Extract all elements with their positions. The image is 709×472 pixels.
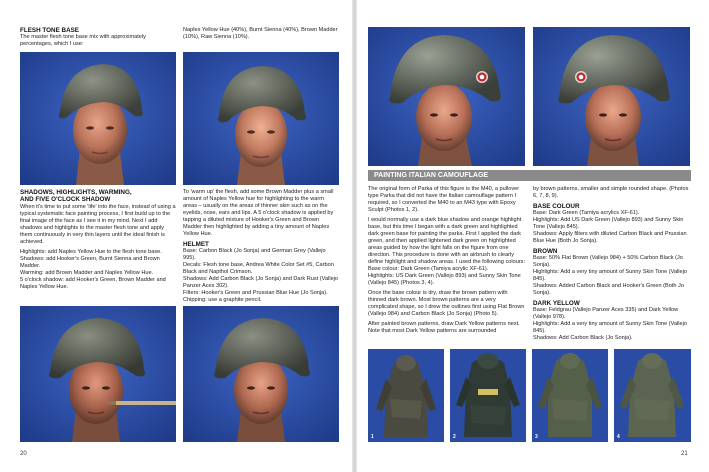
brown-shadows: Shadows: Added Carbon Black and Hooker's Green (Both Jo Sonja). bbox=[533, 283, 684, 296]
brown-base: Base: 50% Flat Brown (Vallejo 984) + 50% Carbon Black (Jo Sonja). bbox=[533, 255, 683, 268]
helmet-photo-left-image bbox=[368, 27, 525, 166]
shadows-line: Shadows: add Hooker's Green, Burnt Sienna and Brown Madder. bbox=[20, 256, 160, 269]
section-title-bar bbox=[368, 170, 691, 181]
right-page-number: 21 bbox=[681, 451, 688, 457]
flesh-tone-section bbox=[20, 27, 175, 51]
base-colour-highlights: Highlights: Add US Dark Green (Vallejo 893) and Sunny Skin Tone (Vallejo 845). bbox=[533, 217, 684, 230]
figure-photo-1 bbox=[368, 349, 444, 442]
camo-para-2: I would normally use a dark blue shadow and orange highlight base, but this time I began with a dark green and highlighted dark green base for painting the parka. First I applied the dark green, and then applied lightened dark green on highlighted areas guided by how the light falls on the figure from one direction. This procedure is done with an airbrush to clearly define highlight and shadow areas. I used the following colours: bbox=[368, 217, 526, 265]
head-photo-4 bbox=[183, 306, 339, 442]
dark-yellow-shadows: Shadows: Add Carbon Black (Jo Sonja). bbox=[533, 335, 633, 341]
five-oclock-line: 5 o'clock shadow: add Hooker's Green, Brown Madder and Naples Yellow Hue. bbox=[20, 277, 166, 290]
base-colour-shadows: Shadows: Apply filters with diluted Carbon Black and Prussian Blue Hue (Both Jo Sonja). bbox=[533, 231, 687, 244]
figure-photo-4-image bbox=[614, 349, 691, 442]
left-page-number: 20 bbox=[20, 451, 27, 457]
camo-column-2 bbox=[533, 186, 691, 342]
spine-gutter bbox=[352, 0, 357, 472]
figure-photo-2 bbox=[450, 349, 526, 442]
photo-number-4: 4 bbox=[617, 434, 620, 440]
head-photo-3-image bbox=[20, 306, 176, 442]
camo-col2-intro: by brown patterns, smaller and simple rounded shape. (Photos 6, 7, 8, 9). bbox=[533, 186, 689, 199]
base-colour-heading: BASE COLOUR bbox=[533, 203, 580, 210]
section-title: PAINTING ITALIAN CAMOUFLAGE bbox=[374, 172, 489, 179]
figure-photo-4 bbox=[614, 349, 691, 442]
base-colour-base: Base: Dark Green (Tamiya acrylics XF-61). bbox=[533, 210, 640, 216]
head-photo-3 bbox=[20, 306, 176, 442]
head-photo-4-image bbox=[183, 306, 339, 442]
flesh-mix-text bbox=[183, 27, 339, 44]
figure-photo-2-image bbox=[450, 349, 526, 442]
helmet-photo-left bbox=[368, 27, 525, 166]
shadows-section bbox=[20, 189, 176, 291]
photo-number-1: 1 bbox=[371, 434, 374, 440]
flesh-heading: FLESH TONE BASE bbox=[20, 27, 80, 34]
helmet-chipping: Chipping: use a graphite pencil. bbox=[183, 297, 262, 303]
dark-yellow-base: Base: Feldgrau (Vallejo Panzer Aces 335) and Dark Yellow (Vallejo 978). bbox=[533, 307, 679, 320]
helmet-decals: Decals: Flesh tone base, Andrea White Color Set #5, Carbon Black and Napthol Crimson. bbox=[183, 262, 334, 275]
helmet-heading: HELMET bbox=[183, 241, 209, 248]
head-photo-2-image bbox=[183, 52, 339, 185]
head-photo-2 bbox=[183, 52, 339, 185]
shadows-heading-line2: AND FIVE O'CLOCK SHADOW bbox=[20, 196, 111, 203]
helmet-shadows: Shadows: Add Carbon Black (Jo Sonja) and Dark Rust (Vallejo Panzer Aces 302). bbox=[183, 276, 339, 289]
helmet-filters: Filters: Hooker's Green and Prussian Blue Hue (Jo Sonja). bbox=[183, 290, 328, 296]
camo-para-3: Once the base colour is dry, draw the brown pattern with thinned dark brown. Most brown patterns are a very complicated shape, so I drew the outlines first using Flat Brown (Vallejo 984) and Carbon Black (Jo Sonja) (Photo 5). bbox=[368, 290, 525, 317]
figure-photo-3 bbox=[532, 349, 608, 442]
photo-number-3: 3 bbox=[535, 434, 538, 440]
brown-heading: BROWN bbox=[533, 248, 558, 255]
figure-photo-1-image bbox=[368, 349, 444, 442]
camo-base-colour: Base colour: Dark Green (Tamiya acrylic XF-61). bbox=[368, 266, 489, 272]
camo-para-4: After painted brown patterns, draw Dark Yellow patterns next. Note that most Dark Yellow patterns are surrounded bbox=[368, 321, 520, 334]
warming-line: Warming: add Brown Madder and Naples Yellow Hue. bbox=[20, 270, 154, 276]
warm-text: To 'warm up' the flesh, add some Brown Madder plus a small amount of Naples Yellow hue for highlighting to the warm areas – usually on the areas of thinner skin such as on the eyelids, nose, ears and lips. A 5 o'clock shadow is applied by tapping a diluted mixture of Hooker's Green and Brown Madder then highlighted by adding a tiny amount of Naples Yellow Hue. bbox=[183, 189, 334, 237]
head-photo-1 bbox=[20, 52, 176, 185]
helmet-photo-right bbox=[533, 27, 690, 166]
shadows-heading-line1: SHADOWS, HIGHLIGHTS, WARMING, bbox=[20, 189, 132, 196]
camo-highlights: Highlights: US Dark Green (Vallejo 893) and Sunny Skin Tone (Vallejo 845) (Photos 3, 4). bbox=[368, 273, 521, 286]
shadows-text: When it's time to put some 'life' into the face, instead of using a typical systematic face painting process, I first build up to the final image of the face as I see it in my mind. Next I add shadows and highlights to the master flesh tone and apply them continuously in very thin layers until the ideal finish is achieved. bbox=[20, 204, 176, 245]
flesh-mix: Naples Yellow Hue (40%), Burnt Sienna (40%), Brown Madder (10%), Raw Sienna (10%). bbox=[183, 27, 338, 40]
helmet-base: Base: Carbon Black (Jo Sonja) and German Grey (Vallejo 995). bbox=[183, 248, 326, 261]
camo-column-1 bbox=[368, 186, 527, 338]
figure-photo-3-image bbox=[532, 349, 608, 442]
dark-yellow-highlights: Highlights: Add a very tiny amount of Sunny Skin Tone (Vallejo 845). bbox=[533, 321, 688, 334]
highlights-line: Highlights: add Naples Yellow Hue to the flesh tone base. bbox=[20, 249, 162, 255]
dark-yellow-heading: DARK YELLOW bbox=[533, 300, 580, 307]
brown-highlights: Highlights: Add a very tiny amount of Sunny Skin Tone (Vallejo 845). bbox=[533, 269, 688, 282]
helmet-photo-right-image bbox=[533, 27, 690, 166]
flesh-text: The master flesh tone base mix with approximately percentages, which I use: bbox=[20, 34, 146, 47]
head-photo-1-image bbox=[20, 52, 176, 185]
camo-para-1: The original form of Parka of this figure is the M40, a pullover type Parka that did not have the Italian camouflage pattern I required, so I converted the M40 to an M43 type with Epoxy Sculpt (Photos 1, 2). bbox=[368, 186, 520, 213]
photo-number-2: 2 bbox=[453, 434, 456, 440]
warm-section bbox=[183, 189, 339, 304]
